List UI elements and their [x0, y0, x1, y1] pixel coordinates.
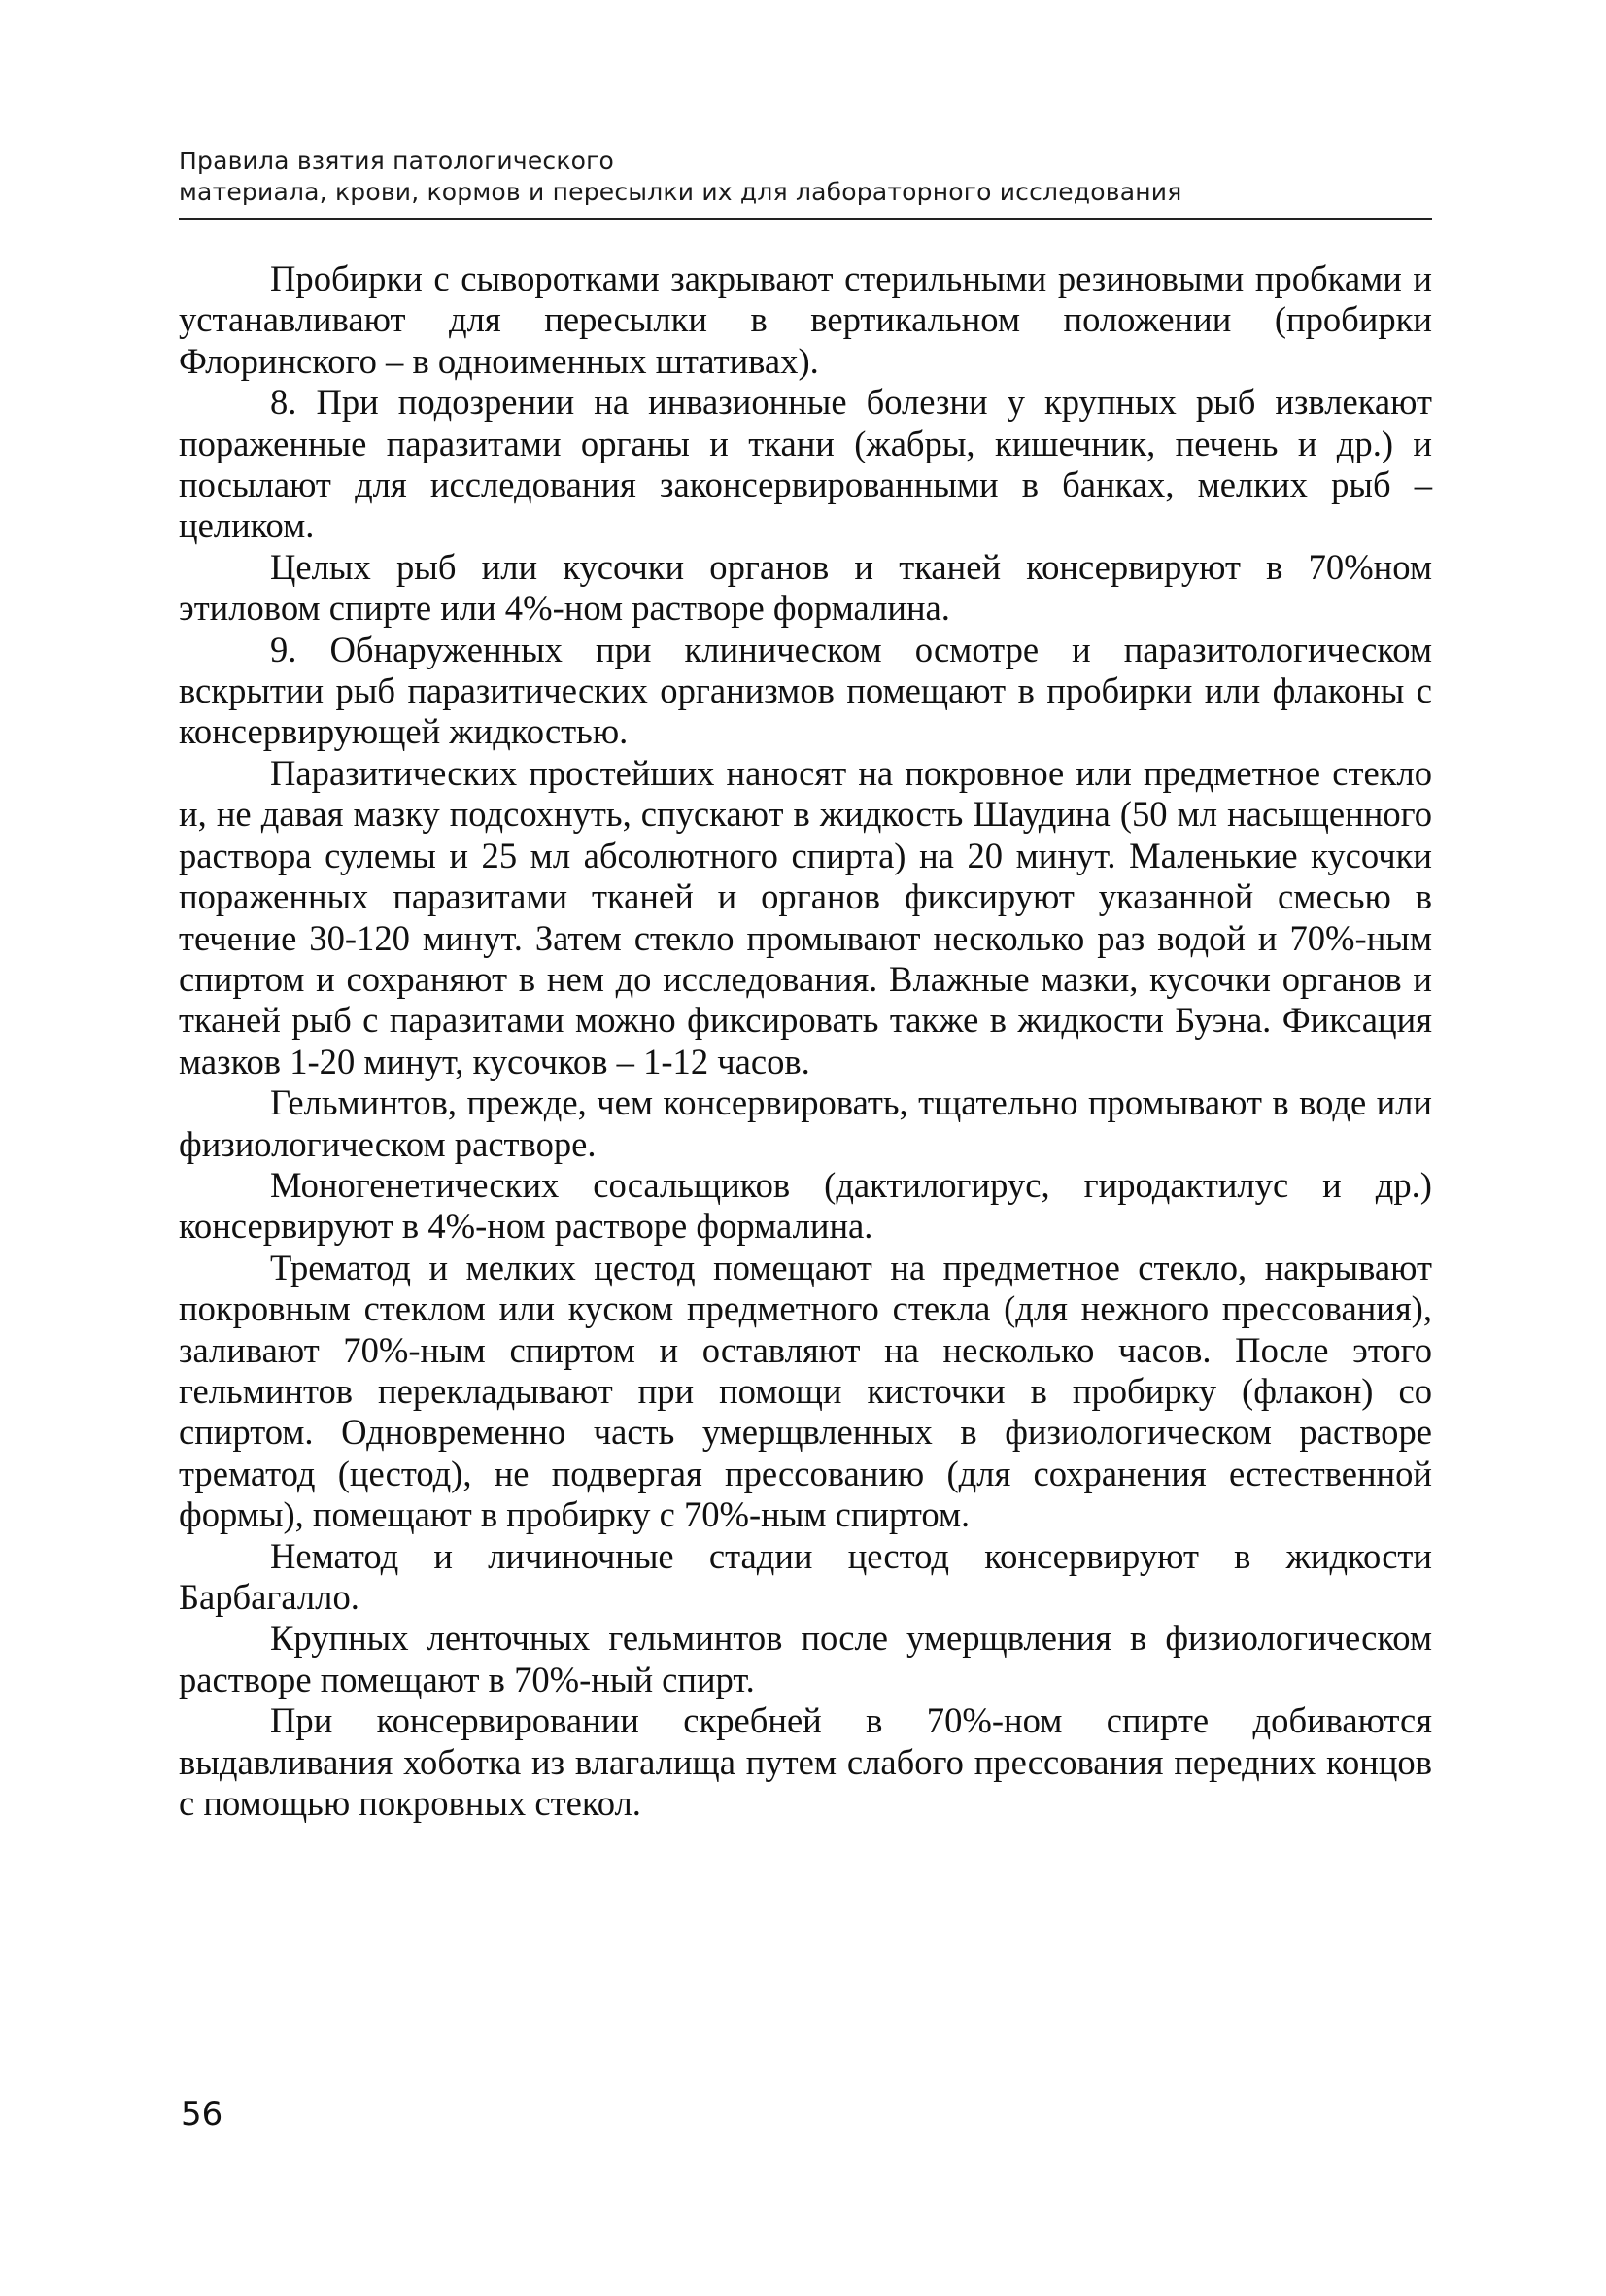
paragraph: Нематод и личиночные стадии цестод консервируют в жидкости Барбагалло.: [179, 1535, 1432, 1617]
header-divider: [179, 218, 1432, 220]
paragraph: Моногенетических сосальщиков (дактилогирус, гиродактилус и др.) консервируют в 4%-ном растворе формалина.: [179, 1164, 1432, 1247]
page-number: 56: [181, 2095, 223, 2134]
paragraph: Паразитических простейших наносят на покровное или предметное стекло и, не давая мазку подсохнуть, спускают в жидкость Шаудина (50 мл насыщенного раствора сулемы и 25 мл абсолютного спирта) на 20 минут. Маленькие кусочки пораженных паразитами тканей и органов фиксируют указанной смесью в течение 30-120 минут. Затем стекло промывают несколько раз водой и 70%-ным спиртом и сохраняют в нем до исследования. Влажные мазки, кусочки органов и тканей рыб с паразитами можно фиксировать также в жидкости Буэна. Фиксация мазков 1-20 минут, кусочков – 1-12 часов.: [179, 752, 1432, 1081]
running-header-line-1: Правила взятия патологического: [179, 147, 614, 175]
running-header-line-2: материала, крови, кормов и пересылки их для лабораторного исследования: [179, 178, 1182, 206]
paragraph: Целых рыб или кусочки органов и тканей консервируют в 70%ном этиловом спирте или 4%-ном растворе формалина.: [179, 546, 1432, 629]
paragraph: При консервировании скребней в 70%-ном спирте добиваются выдавливания хоботка из влагалища путем слабого прессования передних концов с помощью покровных стекол.: [179, 1700, 1432, 1824]
paragraph: Пробирки с сыворотками закрывают стерильными резиновыми пробками и устанавливают для пересылки в вертикальном положении (пробирки Флоринского – в одноименных штативах).: [179, 258, 1432, 381]
paragraph: Гельминтов, прежде, чем консервировать, тщательно промывают в воде или физиологическом растворе.: [179, 1082, 1432, 1164]
body-text: [179, 258, 1432, 1824]
running-header: [179, 146, 1430, 208]
paragraph: 9. Обнаруженных при клиническом осмотре и паразитологическом вскрытии рыб паразитических организмов помещают в пробирки или флаконы с консервирующей жидкостью.: [179, 629, 1432, 752]
paragraph: 8. При подозрении на инвазионные болезни у крупных рыб извлекают пораженные паразитами органы и ткани (жабры, кишечник, печень и др.) и посылают для исследования законсервированными в банках, мелких рыб – целиком.: [179, 382, 1432, 546]
paragraph: Крупных ленточных гельминтов после умерщвления в физиологическом растворе помещают в 70%-ный спирт.: [179, 1618, 1432, 1699]
paragraph: Трематод и мелких цестод помещают на предметное стекло, накрывают покровным стеклом или куском предметного стекла (для нежного прессования), заливают 70%-ным спиртом и оставляют на несколько часов. После этого гельминтов перекладывают при помощи кисточки в пробирку (флакон) со спиртом. Одновременно часть умерщвленных в физиологическом растворе трематод (цестод), не подвергая прессованию (для сохранения естественной формы), помещают в пробирку с 70%-ным спиртом.: [179, 1247, 1432, 1535]
